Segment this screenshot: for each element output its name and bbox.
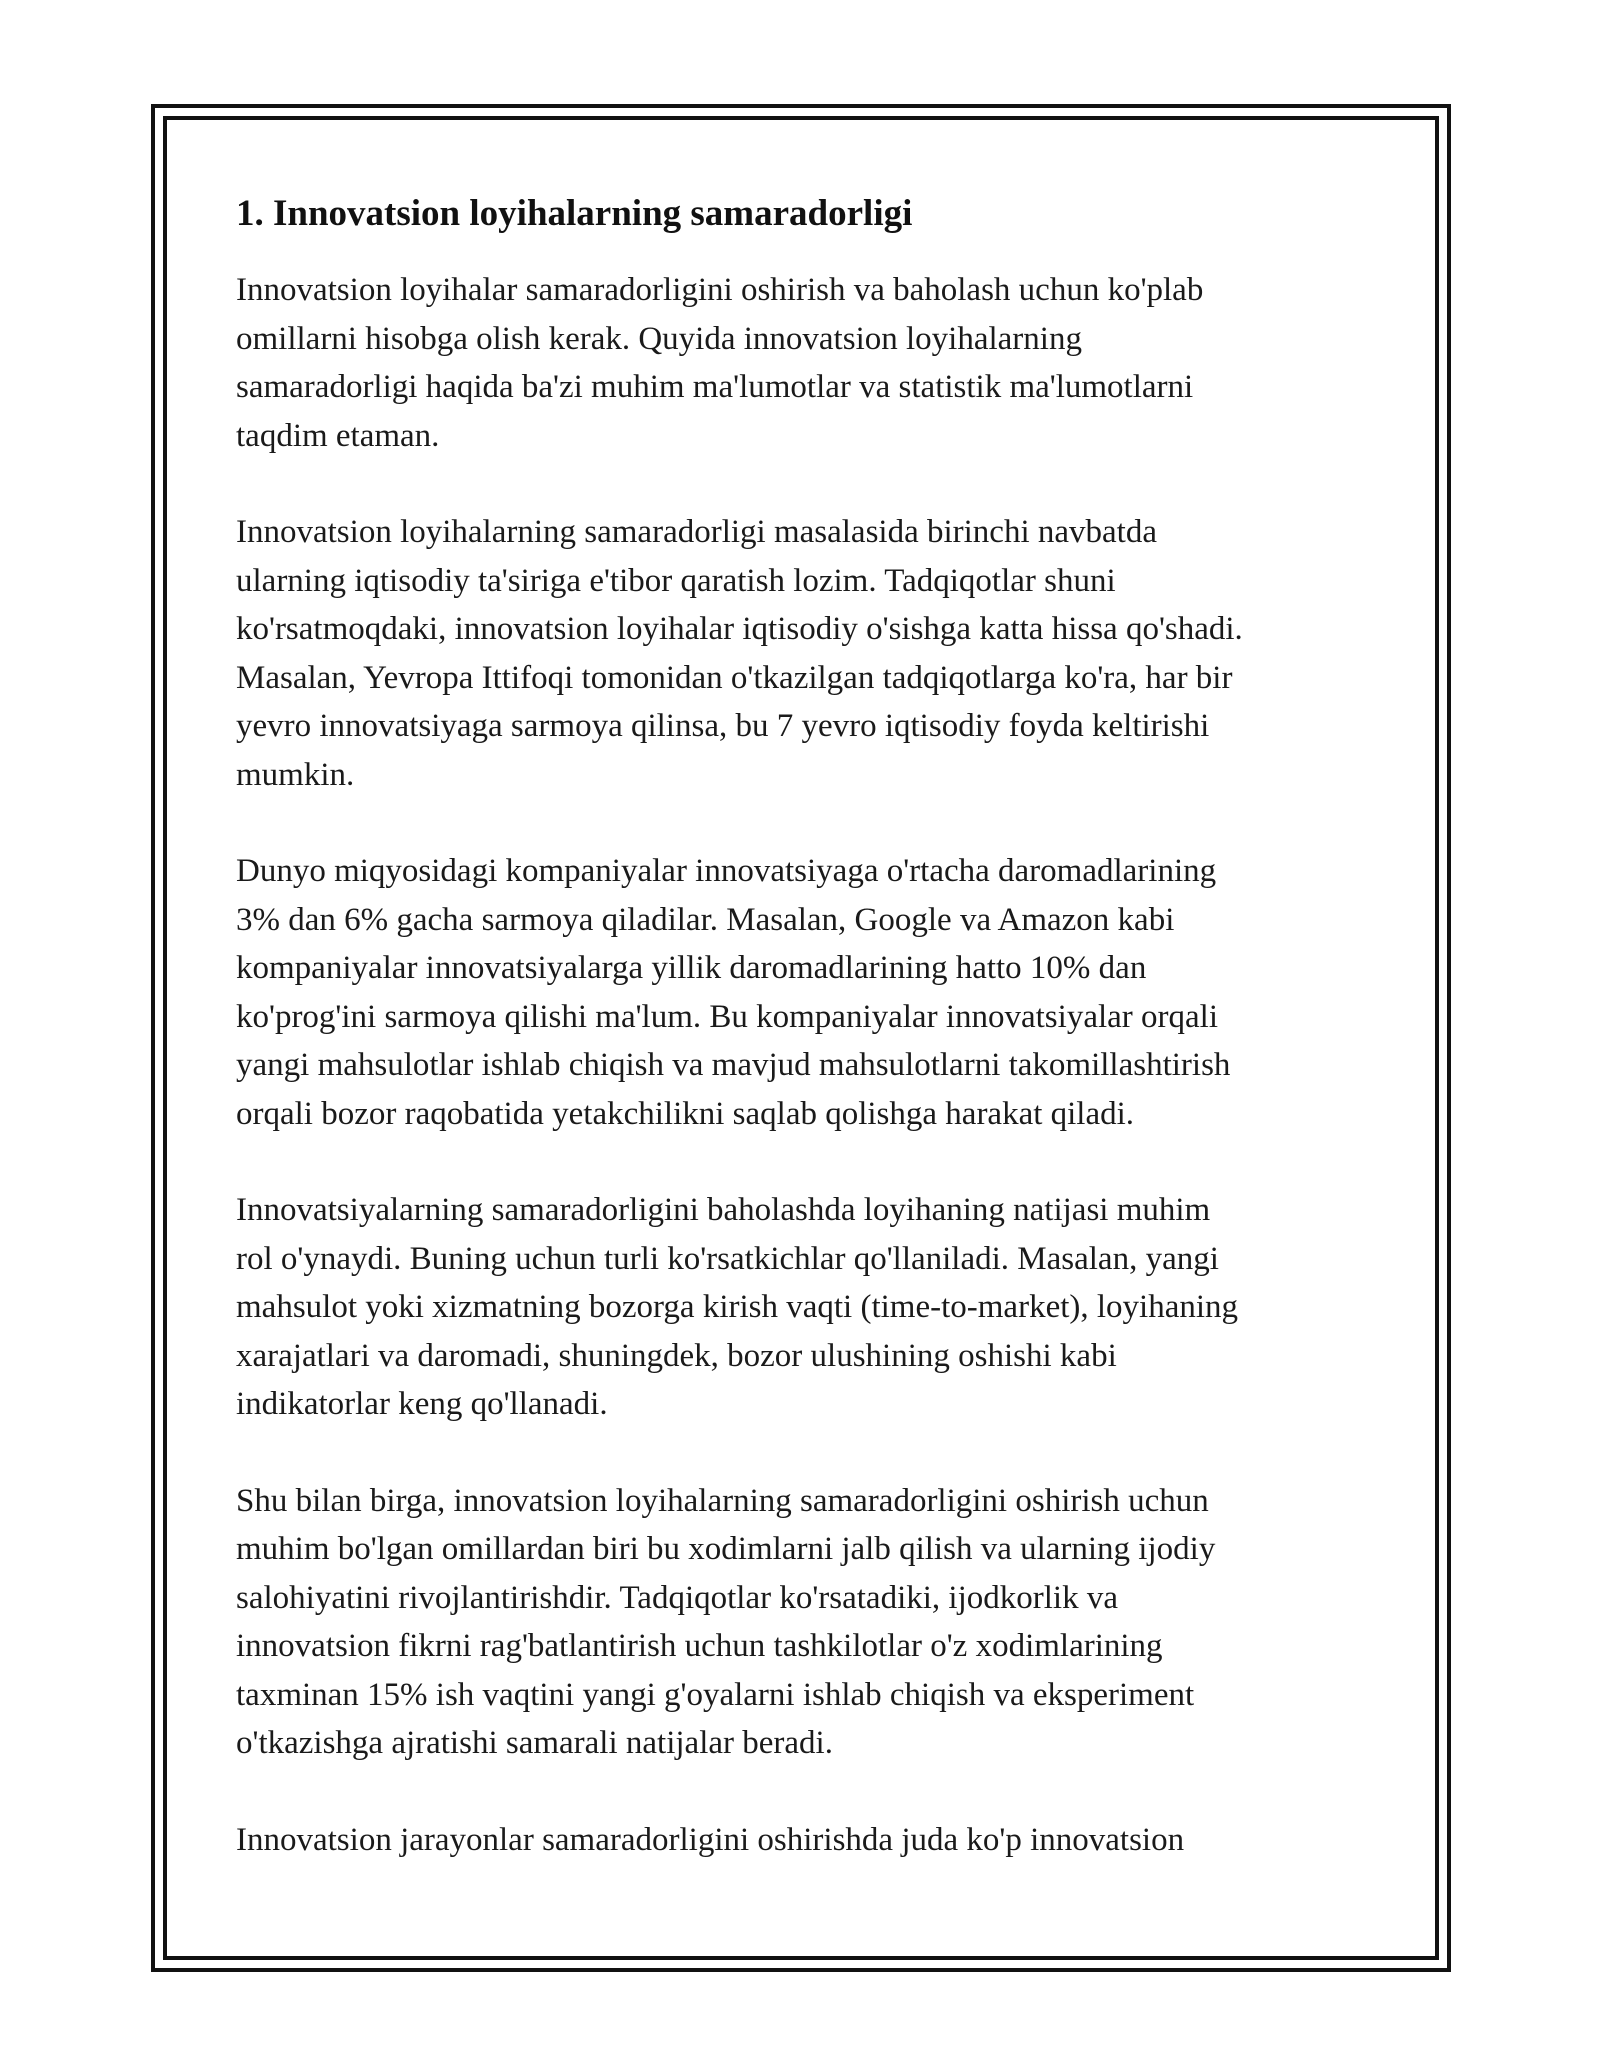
text-line: Innovatsiyalarning samaradorligini baholashda loyihaning natijasi muhim: [236, 1192, 1211, 1228]
text-line: mahsulot yoki xizmatning bozorga kirish vaqti (time-to-market), loyihaning: [236, 1289, 1239, 1325]
text-line: yangi mahsulotlar ishlab chiqish va mavjud mahsulotlarni takomillashtirish: [236, 1047, 1231, 1083]
text-line: samaradorligi haqida ba'zi muhim ma'lumotlar va statistik ma'lumotlarni: [236, 369, 1194, 405]
text-line: rol o'ynaydi. Buning uchun turli ko'rsatkichlar qo'llaniladi. Masalan, yangi: [236, 1240, 1219, 1277]
text-line: ko'rsatmoqdaki, innovatsion loyihalar iqtisodiy o'sishga katta hissa qo'shadi.: [236, 611, 1243, 647]
text-line: ularning iqtisodiy ta'siriga e'tibor qaratish lozim. Tadqiqotlar shuni: [236, 562, 1116, 599]
paragraph-1: [236, 266, 1376, 460]
text-line: ko'prog'ini sarmoya qilishi ma'lum. Bu kompaniyalar innovatsiyalar orqali: [236, 998, 1218, 1035]
text-line: 3% dan 6% gacha sarmoya qiladilar. Masalan, Google va Amazon kabi: [236, 901, 1175, 938]
section-heading: 1. Innovatsion loyihalarning samaradorligi: [236, 193, 913, 234]
text-line: Innovatsion loyihalarning samaradorligi masalasida birinchi navbatda: [236, 514, 1157, 550]
paragraph-4: [236, 1186, 1376, 1429]
paragraph-2: [236, 508, 1376, 799]
text-line: omillarni hisobga olish kerak. Quyida innovatsion loyihalarning: [236, 320, 1082, 357]
text-line: muhim bo'lgan omillardan biri bu xodimlarni jalb qilish va ularning ijodiy: [236, 1531, 1216, 1567]
text-line: salohiyatini rivojlantirishdir. Tadqiqotlar ko'rsatadiki, ijodkorlik va: [236, 1579, 1118, 1616]
text-line: indikatorlar keng qo'llanadi.: [236, 1386, 608, 1422]
text-line: kompaniyalar innovatsiyalarga yillik daromadlarining hatto 10% dan: [236, 950, 1147, 986]
text-line: Masalan, Yevropa Ittifoqi tomonidan o'tkazilgan tadqiqotlarga ko'ra, har bir: [236, 659, 1233, 696]
document-body: [236, 190, 1376, 1912]
paragraph-6: [236, 1816, 1376, 1865]
text-line: orqali bozor raqobatida yetakchilikni saqlab qolishga harakat qiladi.: [236, 1095, 1135, 1132]
text-line: Shu bilan birga, innovatsion loyihalarning samaradorligini oshirish uchun: [236, 1482, 1209, 1519]
text-line: Dunyo miqyosidagi kompaniyalar innovatsiyaga o'rtacha daromadlarining: [236, 853, 1217, 889]
paragraph-3: [236, 847, 1376, 1138]
text-line: Innovatsion jarayonlar samaradorligini oshirishda juda ko'p innovatsion: [236, 1821, 1185, 1858]
text-line: mumkin.: [236, 756, 355, 793]
text-line: taqdim etaman.: [236, 417, 440, 454]
text-line: innovatsion fikrni rag'batlantirish uchun tashkilotlar o'z xodimlarining: [236, 1628, 1163, 1664]
text-line: xarajatlari va daromadi, shuningdek, bozor ulushining oshishi kabi: [236, 1337, 1117, 1374]
paragraph-5: [236, 1477, 1376, 1768]
text-line: yevro innovatsiyaga sarmoya qilinsa, bu 7 yevro iqtisodiy foyda keltirishi: [236, 708, 1210, 744]
text-line: o'tkazishga ajratishi samarali natijalar beradi.: [236, 1725, 833, 1761]
text-line: Innovatsion loyihalar samaradorligini oshirish va baholash uchun ko'plab: [236, 272, 1204, 308]
text-line: taxminan 15% ish vaqtini yangi g'oyalarni ishlab chiqish va eksperiment: [236, 1676, 1195, 1713]
